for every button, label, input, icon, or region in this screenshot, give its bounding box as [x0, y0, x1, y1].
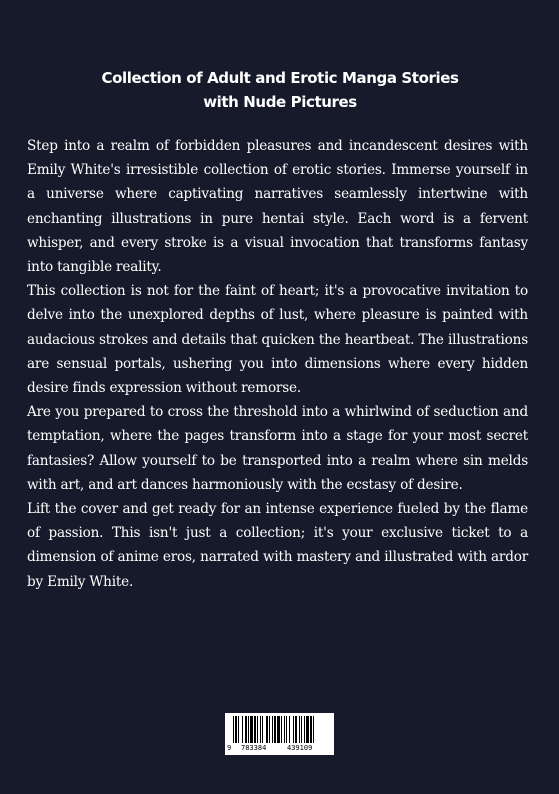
barcode-bar: [286, 716, 287, 743]
barcode-digits-group-1: 783384: [241, 744, 267, 752]
blurb: [27, 134, 528, 594]
barcode-bar: [295, 716, 297, 743]
title-line-2: with Nude Pictures: [203, 93, 357, 111]
barcode-bar: [250, 716, 253, 743]
barcode-bar: [272, 716, 273, 743]
barcode-bar: [248, 716, 249, 743]
barcode-bar: [299, 716, 300, 743]
barcode-bar: [235, 716, 237, 743]
barcode-bar: [306, 716, 309, 743]
barcode-bar: [313, 716, 314, 743]
blurb-paragraph-1: Step into a realm of forbidden pleasures and incandescent desires with Emily White's irresistible collection of erotic stories. Immerse yourself in a universe where captivating narratives seamlessly intertwine with enchanting illustrations in pure hentai style. Each word is a fervent whisper, and every stroke is a visual invocation that transforms fantasy into tangible reality.: [27, 138, 528, 276]
barcode-bar: [284, 716, 285, 743]
barcode-bar: [233, 716, 234, 743]
barcode-bar: [238, 716, 239, 743]
barcode-digits-group-2: 439109: [287, 744, 313, 752]
barcode-bar: [269, 716, 270, 743]
blurb-paragraph-4: Lift the cover and get ready for an intense experience fueled by the flame of passion. This isn't just a collection; it's your exclusive ticket to a dimension of anime eros, narrated with mastery and illustrated with ardor by Emily White.: [27, 501, 528, 590]
barcode-bar: [289, 716, 290, 743]
barcode-bar: [260, 716, 261, 743]
barcode-bars: [225, 713, 334, 745]
barcode-bar: [242, 716, 243, 743]
barcode-bar: [304, 716, 305, 743]
cover-title: [60, 66, 500, 114]
barcode-bar: [266, 716, 268, 743]
barcode-bar: [301, 716, 302, 743]
barcode-bar: [245, 716, 247, 743]
barcode-digits: [225, 743, 334, 755]
barcode-bar: [293, 716, 294, 743]
title-line-1: Collection of Adult and Erotic Manga Stories: [101, 69, 459, 87]
barcode-bar: [277, 716, 280, 743]
blurb-paragraph-2: This collection is not for the faint of heart; it's a provocative invitation to delve into the unexplored depths of lust, where pleasure is painted with audacious strokes and details that quicken the heartbeat. The illustrations are sensual portals, ushering you into dimensions where every hidden desire finds expression without remorse.: [27, 283, 528, 397]
barcode-bar: [281, 716, 282, 743]
barcode-bar: [274, 716, 276, 743]
blurb-paragraph-3: Are you prepared to cross the threshold into a whirlwind of seduction and temptation, where the pages transform into a stage for your most secret fantasies? Allow yourself to be transported into a realm where sin melds with art, and art dances harmoniously with the ecstasy of desire.: [27, 404, 528, 493]
barcode-bar: [254, 716, 256, 743]
barcode-bar: [262, 716, 263, 743]
isbn-barcode: [225, 713, 334, 755]
barcode-bar: [310, 716, 312, 743]
barcode-bar: [257, 716, 258, 743]
barcode-digit-first: 9: [227, 744, 232, 752]
